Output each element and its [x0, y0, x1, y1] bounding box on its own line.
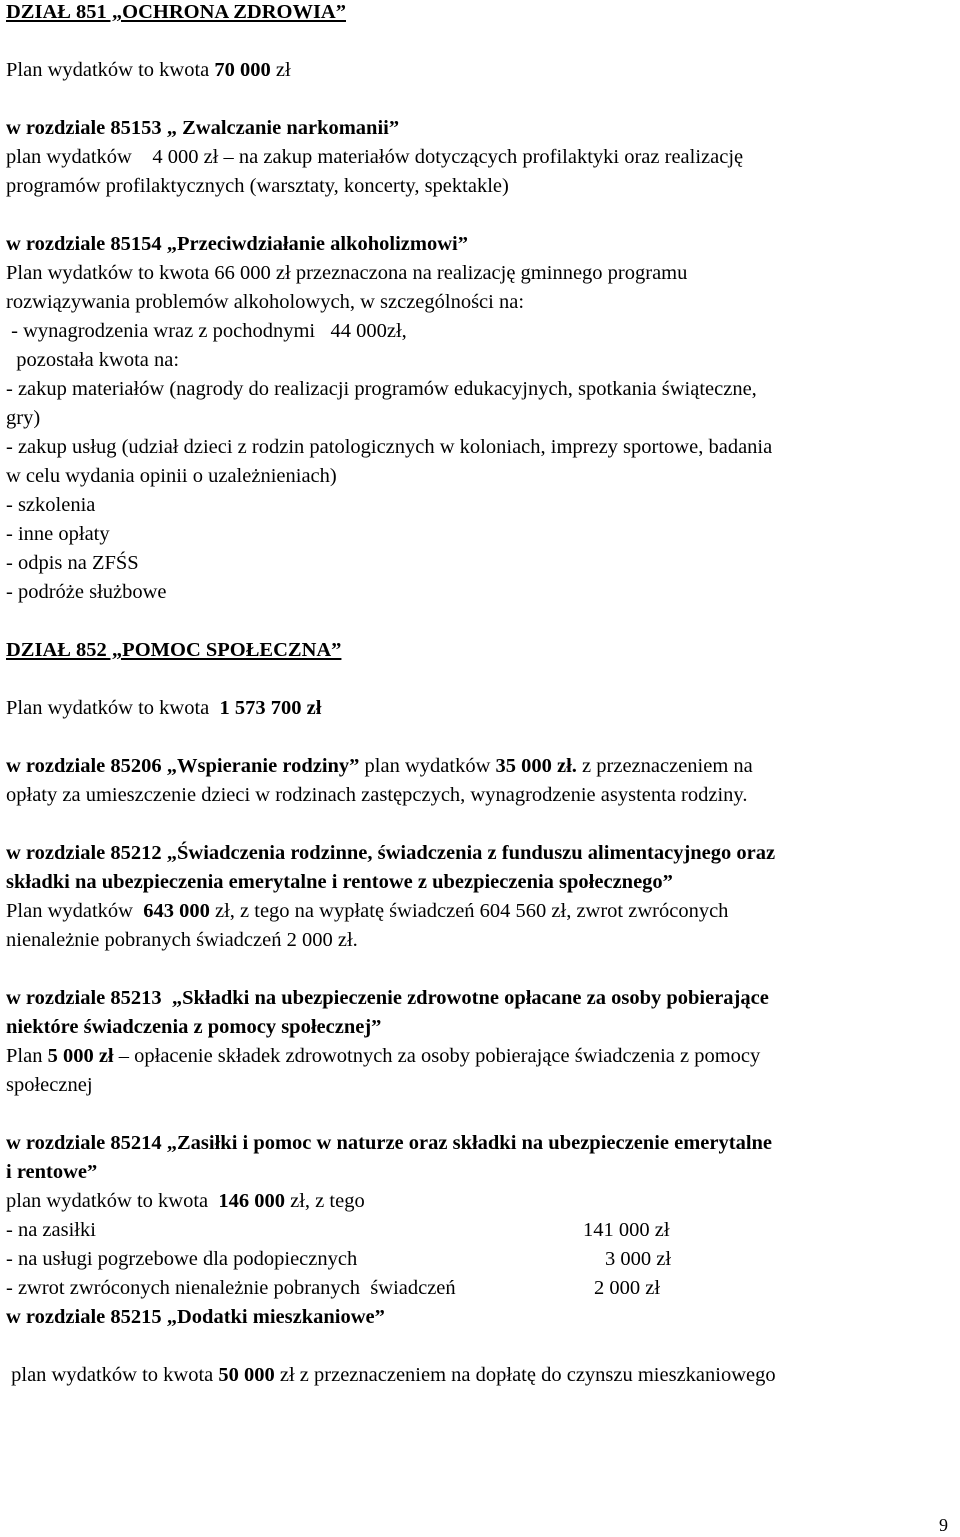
chapter-85154-line: - odpis na ZFŚS	[6, 552, 139, 574]
chapter-85154-line: pozostała kwota na:	[6, 349, 180, 371]
chapter-85153-line1: plan wydatków 4 000 zł – na zakup materiałów dotyczących profilaktyki oraz realizację	[6, 146, 744, 168]
chapter-heading-85153: w rozdziale 85153 „ Zwalczanie narkomanii”	[6, 117, 400, 139]
chapter-85154-line: - szkolenia	[6, 494, 96, 516]
list-item-amount: 2 000 zł	[594, 1277, 661, 1299]
section-heading-852: DZIAŁ 852 „POMOC SPOŁECZNA”	[6, 639, 342, 661]
list-item-amount: 141 000 zł	[583, 1219, 670, 1241]
chapter-85206-line2: opłaty za umieszczenie dzieci w rodzinach zastępczych, wynagrodzenie asystenta rodziny.	[6, 784, 748, 806]
chapter-heading-85213: w rozdziale 85213 „Składki na ubezpieczenie zdrowotne opłacane za osoby pobierające	[6, 987, 769, 1009]
chapter-85214-plan: plan wydatków to kwota 146 000 zł, z tego	[6, 1190, 365, 1212]
list-item-label: - na usługi pogrzebowe dla podopiecznych	[6, 1248, 358, 1270]
chapter-heading-85212-cont: składki na ubezpieczenia emerytalne i rentowe z ubezpieczenia społecznego”	[6, 871, 673, 893]
chapter-85154-line: - inne opłaty	[6, 523, 110, 545]
plan-852: Plan wydatków to kwota 1 573 700 zł	[6, 697, 322, 719]
page-number: 9	[939, 1515, 948, 1535]
chapter-85212-line2: nienależnie pobranych świadczeń 2 000 zł.	[6, 929, 358, 951]
chapter-85154-line: gry)	[6, 407, 41, 429]
list-item-amount: 3 000 zł	[605, 1248, 672, 1270]
chapter-heading-85214-cont: i rentowe”	[6, 1161, 98, 1183]
chapter-85212-plan: Plan wydatków 643 000 zł, z tego na wypłatę świadczeń 604 560 zł, zwrot zwróconych	[6, 900, 729, 922]
list-item-label: - zwrot zwróconych nienależnie pobranych świadczeń	[6, 1277, 456, 1299]
chapter-85154-line: - zakup usług (udział dzieci z rodzin patologicznych w koloniach, imprezy sportowe, badania	[6, 436, 773, 458]
chapter-heading-85215: w rozdziale 85215 „Dodatki mieszkaniowe”	[6, 1306, 385, 1328]
chapter-85206-line1: w rozdziale 85206 „Wspieranie rodziny” plan wydatków 35 000 zł. z przeznaczeniem na	[6, 755, 753, 777]
section-heading-851: DZIAŁ 851 „OCHRONA ZDROWIA”	[6, 1, 346, 23]
chapter-heading-85154: w rozdziale 85154 „Przeciwdziałanie alkoholizmowi”	[6, 233, 468, 255]
chapter-85154-line: - podróże służbowe	[6, 581, 167, 603]
chapter-85154-line: w celu wydania opinii o uzależnieniach)	[6, 465, 337, 487]
chapter-heading-85212: w rozdziale 85212 „Świadczenia rodzinne, świadczenia z funduszu alimentacyjnego oraz	[6, 842, 776, 864]
chapter-85154-line: - zakup materiałów (nagrody do realizacji programów edukacyjnych, spotkania świąteczne,	[6, 378, 757, 400]
chapter-heading-85214: w rozdziale 85214 „Zasiłki i pomoc w naturze oraz składki na ubezpieczenie emerytalne	[6, 1132, 773, 1154]
chapter-85213-line2: społecznej	[6, 1074, 93, 1096]
list-item-label: - na zasiłki	[6, 1219, 96, 1241]
chapter-85154-line: rozwiązywania problemów alkoholowych, w szczególności na:	[6, 291, 525, 313]
chapter-85213-plan: Plan 5 000 zł – opłacenie składek zdrowotnych za osoby pobierające świadczenia z pomocy	[6, 1045, 761, 1067]
chapter-85153-line2: programów profilaktycznych (warsztaty, koncerty, spektakle)	[6, 175, 509, 197]
chapter-85154-line: - wynagrodzenia wraz z pochodnymi 44 000zł,	[6, 320, 407, 342]
plan-851: Plan wydatków to kwota 70 000 zł	[6, 59, 291, 81]
chapter-heading-85213-cont: niektóre świadczenia z pomocy społecznej”	[6, 1016, 382, 1038]
chapter-85215-plan: plan wydatków to kwota 50 000 zł z przeznaczeniem na dopłatę do czynszu mieszkaniowego	[6, 1364, 776, 1386]
chapter-85154-line: Plan wydatków to kwota 66 000 zł przeznaczona na realizację gminnego programu	[6, 262, 688, 284]
